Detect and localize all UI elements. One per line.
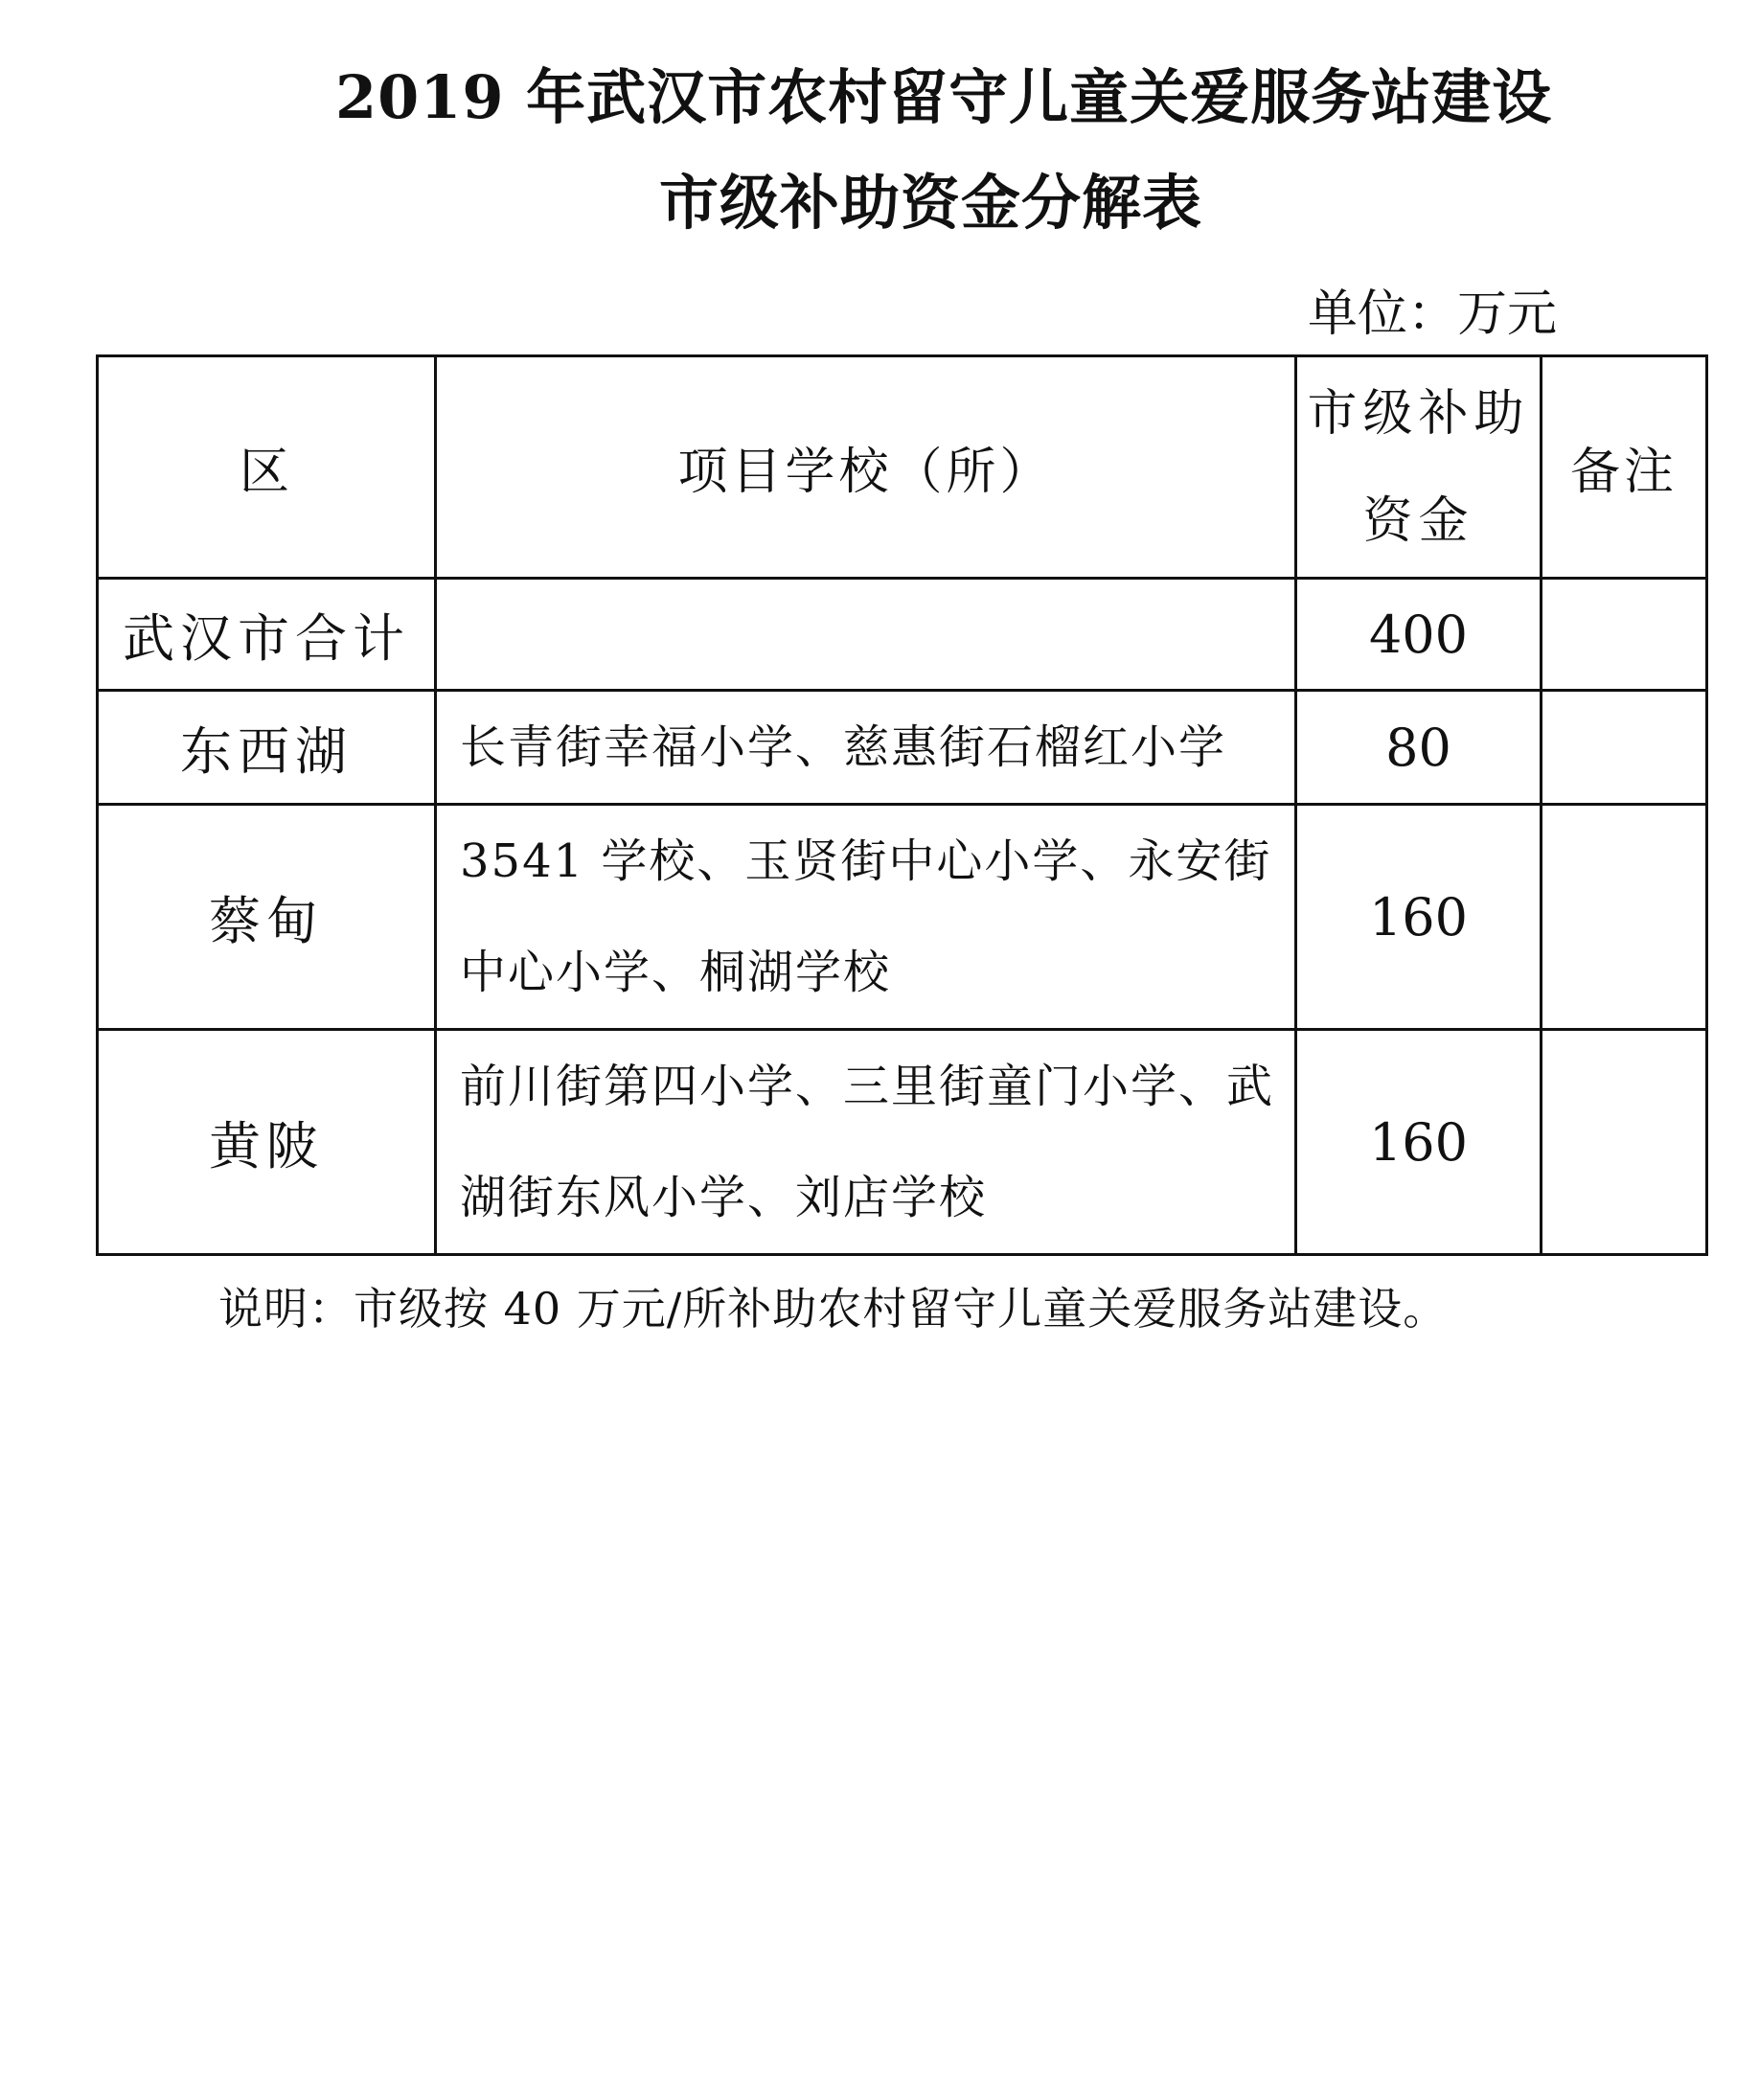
table-row	[98, 691, 1707, 805]
cell-notes	[1542, 805, 1707, 1030]
funding-table	[96, 354, 1708, 1256]
cell-district: 蔡甸	[98, 805, 436, 1030]
cell-funds: 160	[1296, 1030, 1542, 1255]
cell-schools	[436, 579, 1296, 691]
header-district: 区	[98, 356, 436, 579]
cell-funds: 400	[1296, 579, 1542, 691]
table-row	[98, 805, 1707, 1030]
document-title-line-2: 市级补助资金分解表	[659, 168, 1203, 238]
unit-label: 单位：万元	[1308, 285, 1558, 343]
table-row-total	[98, 579, 1707, 691]
header-notes: 备注	[1542, 356, 1707, 579]
cell-schools: 3541 学校、玉贤街中心小学、永安街中心小学、桐湖学校	[436, 805, 1296, 1030]
cell-district: 武汉市合计	[98, 579, 436, 691]
header-funds: 市级补助资金	[1296, 356, 1542, 579]
table-header-row	[98, 356, 1707, 579]
cell-district: 黄陂	[98, 1030, 436, 1255]
header-schools: 项目学校（所）	[436, 356, 1296, 579]
table-row	[98, 1030, 1707, 1255]
cell-funds: 160	[1296, 805, 1542, 1030]
document-title-line-1: 2019 年武汉市农村留守儿童关爱服务站建设	[335, 62, 1553, 132]
cell-schools: 长青街幸福小学、慈惠街石榴红小学	[436, 691, 1296, 805]
cell-schools: 前川街第四小学、三里街童门小学、武湖街东风小学、刘店学校	[436, 1030, 1296, 1255]
cell-funds: 80	[1296, 691, 1542, 805]
cell-notes	[1542, 579, 1707, 691]
footnote: 说明：市级按 40 万元/所补助农村留守儿童关爱服务站建设。	[218, 1283, 1449, 1335]
cell-notes	[1542, 691, 1707, 805]
cell-notes	[1542, 1030, 1707, 1255]
cell-district: 东西湖	[98, 691, 436, 805]
